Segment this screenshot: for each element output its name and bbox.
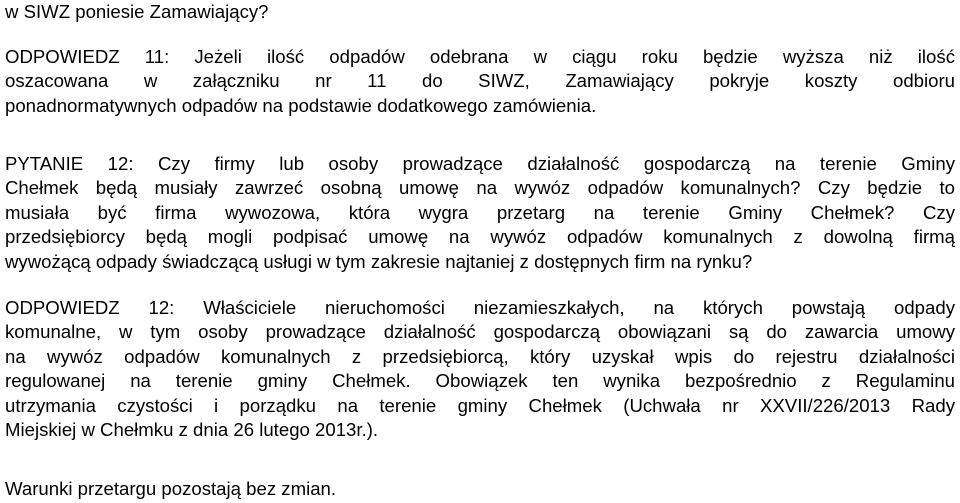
answer-12-paragraph xyxy=(5,296,955,442)
text-line: ODPOWIEDZ 11: Jeżeli ilość odpadów odebrana w ciągu roku będzie wyższa niż ilość xyxy=(5,46,955,67)
text-line: musiała być firma wywozowa, która wygra przetarg na terenie Gminy Chełmek? Czy xyxy=(5,201,955,223)
text-line: oszacowana w załączniku nr 11 do SIWZ, Zamawiający pokryje koszty odbioru xyxy=(5,70,955,92)
text-line: PYTANIE 12: Czy firmy lub osoby prowadzące działalność gospodarczą na terenie Gminy xyxy=(5,153,955,174)
text-line: regulowanej na terenie gminy Chełmek. Obowiązek ten wynika bezpośrednio z Regulaminu xyxy=(5,370,955,392)
text-line: wywożącą odpady świadczącą usługi w tym zakresie najtaniej z dostępnych firm na rynku? xyxy=(5,250,753,272)
answer-11-paragraph xyxy=(5,45,955,118)
text-line: w SIWZ poniesie Zamawiający? xyxy=(5,1,269,22)
text-line: Chełmek będą musiały zawrzeć osobną umowę na wywóz odpadów komunalnych? Czy będzie to xyxy=(5,177,955,199)
text-line: ponadnormatywnych odpadów na podstawie dodatkowego zamówienia. xyxy=(5,94,597,116)
closing-paragraph xyxy=(5,477,336,501)
text-line: Warunki przetargu pozostają bez zmian. xyxy=(5,478,337,499)
text-line: przedsiębiorcy będą mogli podpisać umowę na wywóz odpadów komunalnych z dowolną firmą xyxy=(5,226,955,248)
text-line: komunalne, w tym osoby prowadzące działalność gospodarczą obowiązani są do zawarcia umowy xyxy=(5,321,955,343)
text-line: na wywóz odpadów komunalnych z przedsiębiorcą, który uzyskał wpis do rejestru działalności xyxy=(5,345,955,367)
text-line: ODPOWIEDZ 12: Właściciele nieruchomości niezamieszkałych, na których powstają odpady xyxy=(5,297,955,318)
text-line: Miejskiej w Chełmku z dnia 26 lutego 2013r.). xyxy=(5,419,379,441)
question-12-paragraph xyxy=(5,152,955,274)
paragraph-continuation xyxy=(5,0,269,24)
text-line: utrzymania czystości i porządku na terenie gminy Chełmek (Uchwała nr XXVII/226/2013 Rady xyxy=(5,394,955,416)
